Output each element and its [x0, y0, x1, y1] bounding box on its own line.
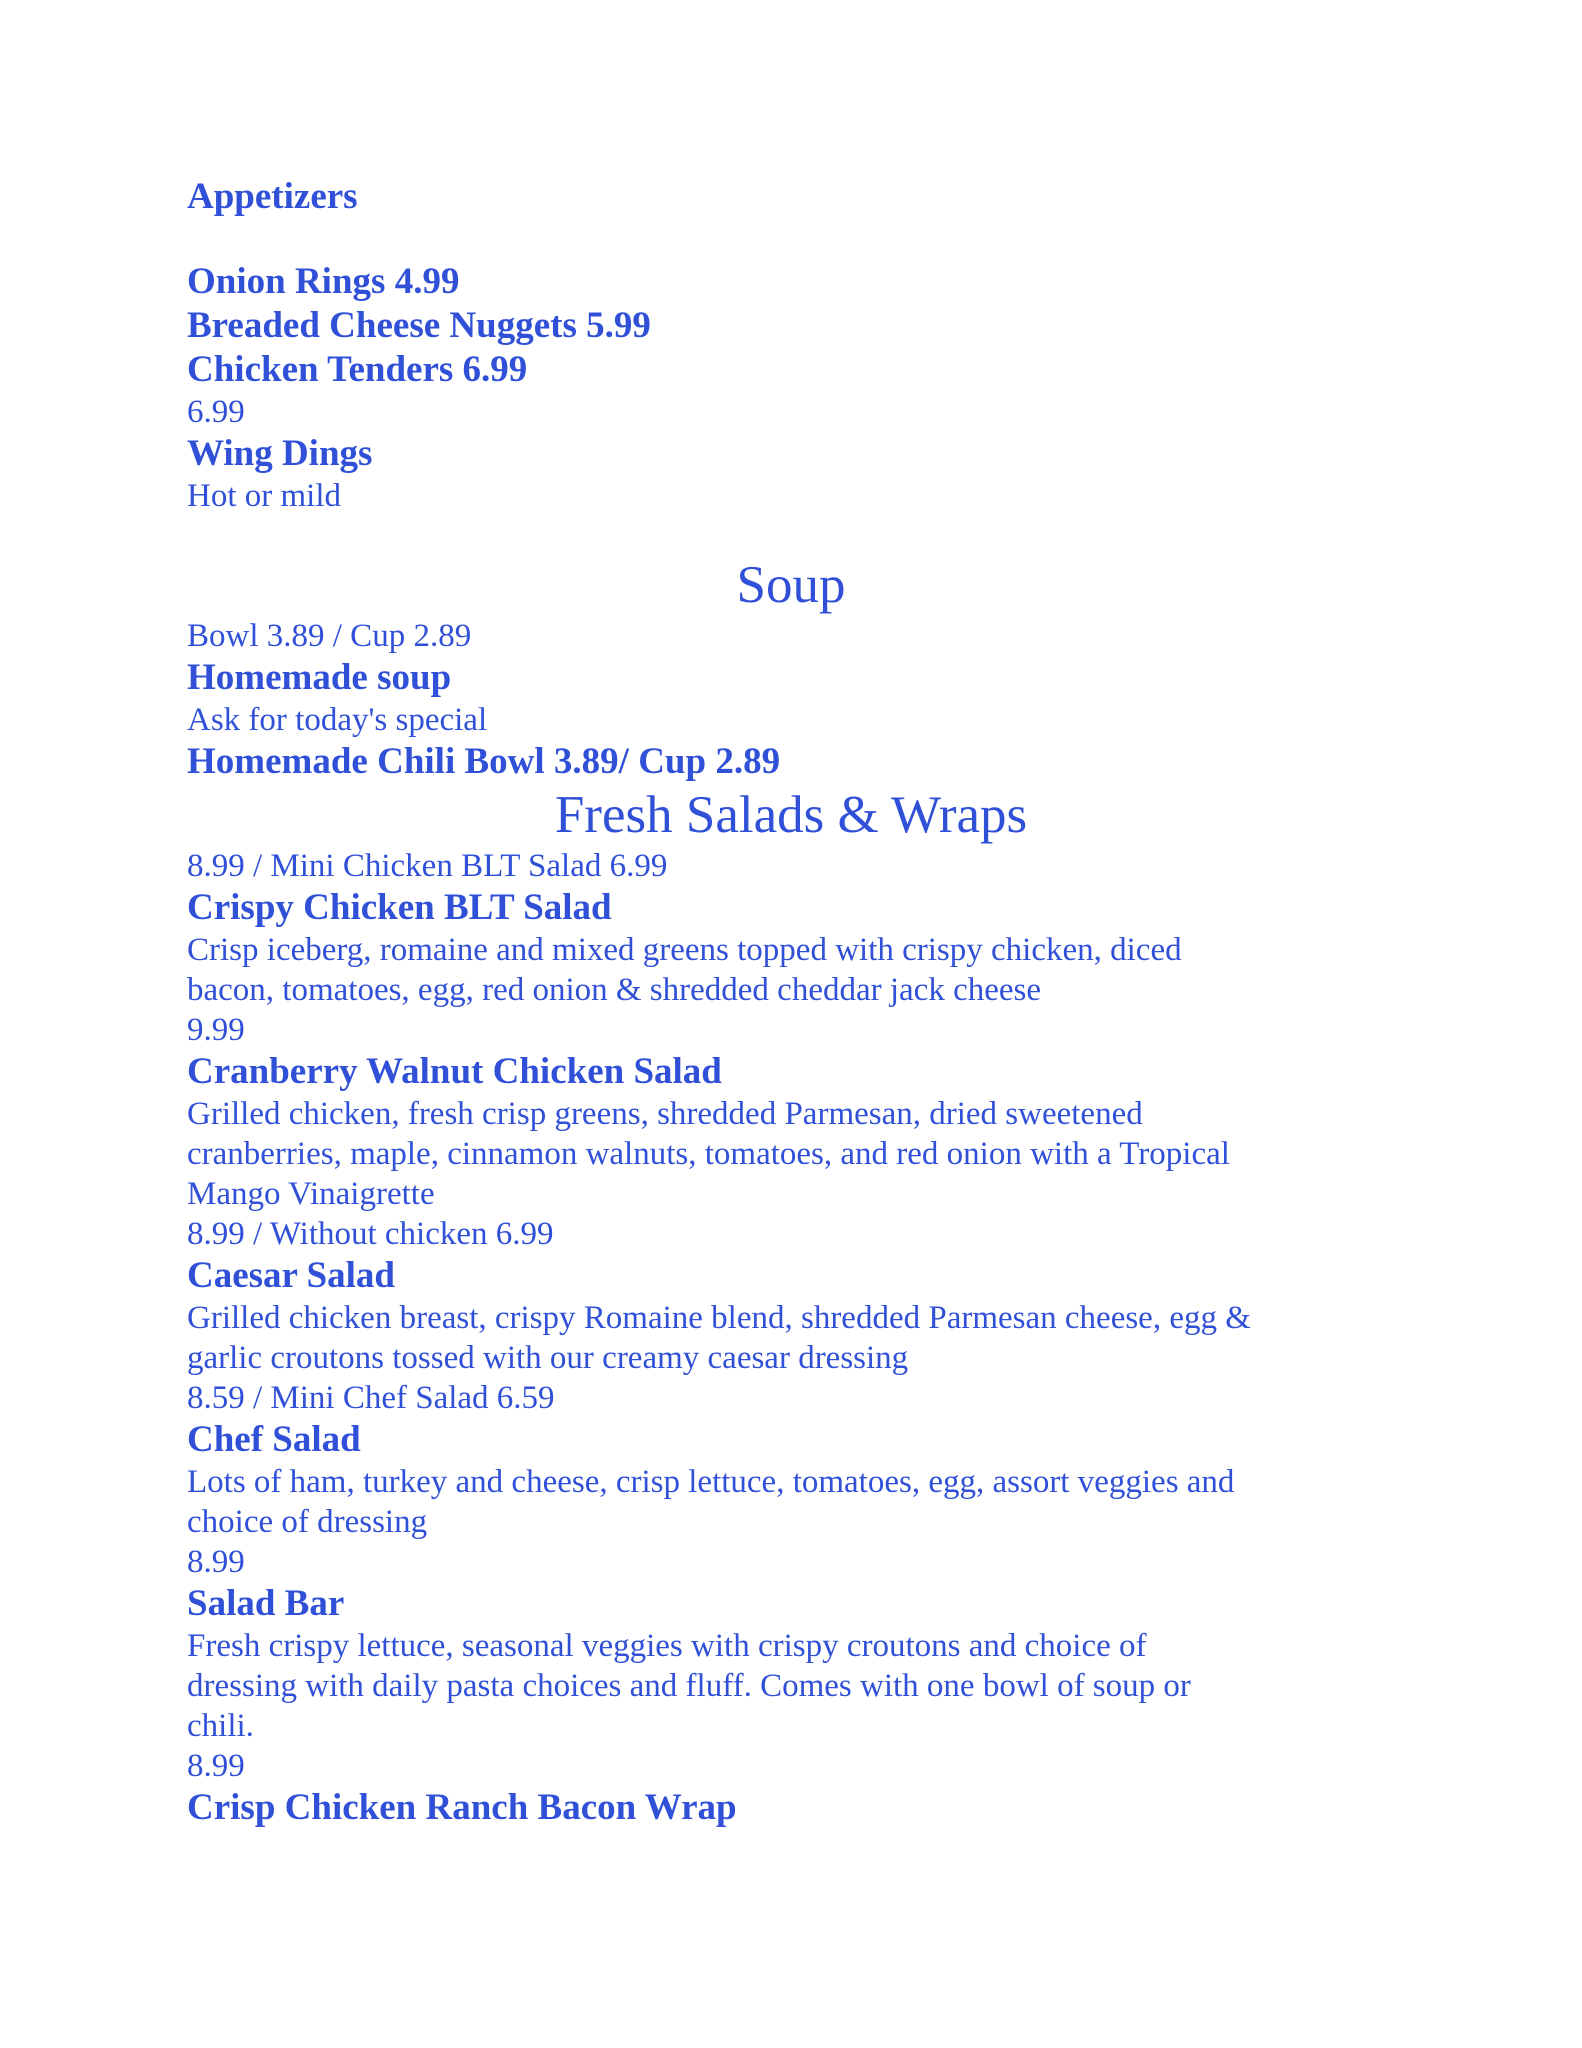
menu-item-detail: Mango Vinaigrette: [187, 1176, 435, 1212]
menu-item-detail: 8.59 / Mini Chef Salad 6.59: [187, 1380, 555, 1416]
menu-item-detail: Grilled chicken, fresh crisp greens, shredded Parmesan, dried sweetened: [187, 1096, 1143, 1132]
menu-item-name: Homemade soup: [187, 657, 452, 698]
appetizers-list: [187, 260, 1387, 516]
menu-item-detail: cranberries, maple, cinnamon walnuts, tomatoes, and red onion with a Tropical: [187, 1136, 1230, 1172]
salads-section-title: Fresh Salads & Wraps: [554, 786, 1028, 844]
menu-item-name: Chef Salad: [187, 1419, 361, 1460]
menu-item-name: Crispy Chicken BLT Salad: [187, 887, 612, 928]
menu-item-name: Breaded Cheese Nuggets 5.99: [187, 305, 651, 346]
salads-list: [187, 846, 1387, 1830]
menu-item-detail: Ask for today's special: [187, 702, 488, 738]
menu-item-detail: 8.99 / Without chicken 6.99: [187, 1216, 554, 1252]
menu-item-name: Homemade Chili Bowl 3.89/ Cup 2.89: [187, 741, 781, 782]
menu-item-name: Wing Dings: [187, 433, 373, 474]
menu-page: [187, 176, 1387, 1830]
menu-item-detail: 6.99: [187, 394, 245, 430]
menu-item-detail: Lots of ham, turkey and cheese, crisp lettuce, tomatoes, egg, assort veggies and: [187, 1464, 1235, 1500]
menu-item-detail: Hot or mild: [187, 478, 341, 514]
menu-item-name: Salad Bar: [187, 1583, 345, 1624]
menu-item-detail: 8.99 / Mini Chicken BLT Salad 6.99: [187, 848, 668, 884]
menu-item-detail: 9.99: [187, 1012, 245, 1048]
menu-item-detail: garlic croutons tossed with our creamy caesar dressing: [187, 1340, 909, 1376]
soup-list: [187, 616, 1387, 784]
menu-item-detail: dressing with daily pasta choices and fluff. Comes with one bowl of soup or: [187, 1668, 1191, 1704]
menu-item-detail: bacon, tomatoes, egg, red onion & shredded cheddar jack cheese: [187, 972, 1042, 1008]
menu-item-name: Crisp Chicken Ranch Bacon Wrap: [187, 1787, 737, 1828]
menu-item-detail: Grilled chicken breast, crispy Romaine blend, shredded Parmesan cheese, egg &: [187, 1300, 1251, 1336]
menu-item-name: Caesar Salad: [187, 1255, 395, 1296]
menu-item-detail: Bowl 3.89 / Cup 2.89: [187, 618, 472, 654]
soup-section-title: Soup: [736, 556, 846, 614]
menu-item-name: Chicken Tenders 6.99: [187, 349, 528, 390]
menu-item-detail: Fresh crispy lettuce, seasonal veggies with crispy croutons and choice of: [187, 1628, 1147, 1664]
menu-item-name: Onion Rings 4.99: [187, 261, 460, 302]
appetizers-heading: Appetizers: [187, 176, 358, 217]
menu-item-name: Cranberry Walnut Chicken Salad: [187, 1051, 722, 1092]
menu-item-detail: Crisp iceberg, romaine and mixed greens topped with crispy chicken, diced: [187, 932, 1182, 968]
menu-item-detail: 8.99: [187, 1748, 245, 1784]
menu-item-detail: choice of dressing: [187, 1504, 428, 1540]
menu-item-detail: chili.: [187, 1708, 254, 1744]
menu-item-detail: 8.99: [187, 1544, 245, 1580]
